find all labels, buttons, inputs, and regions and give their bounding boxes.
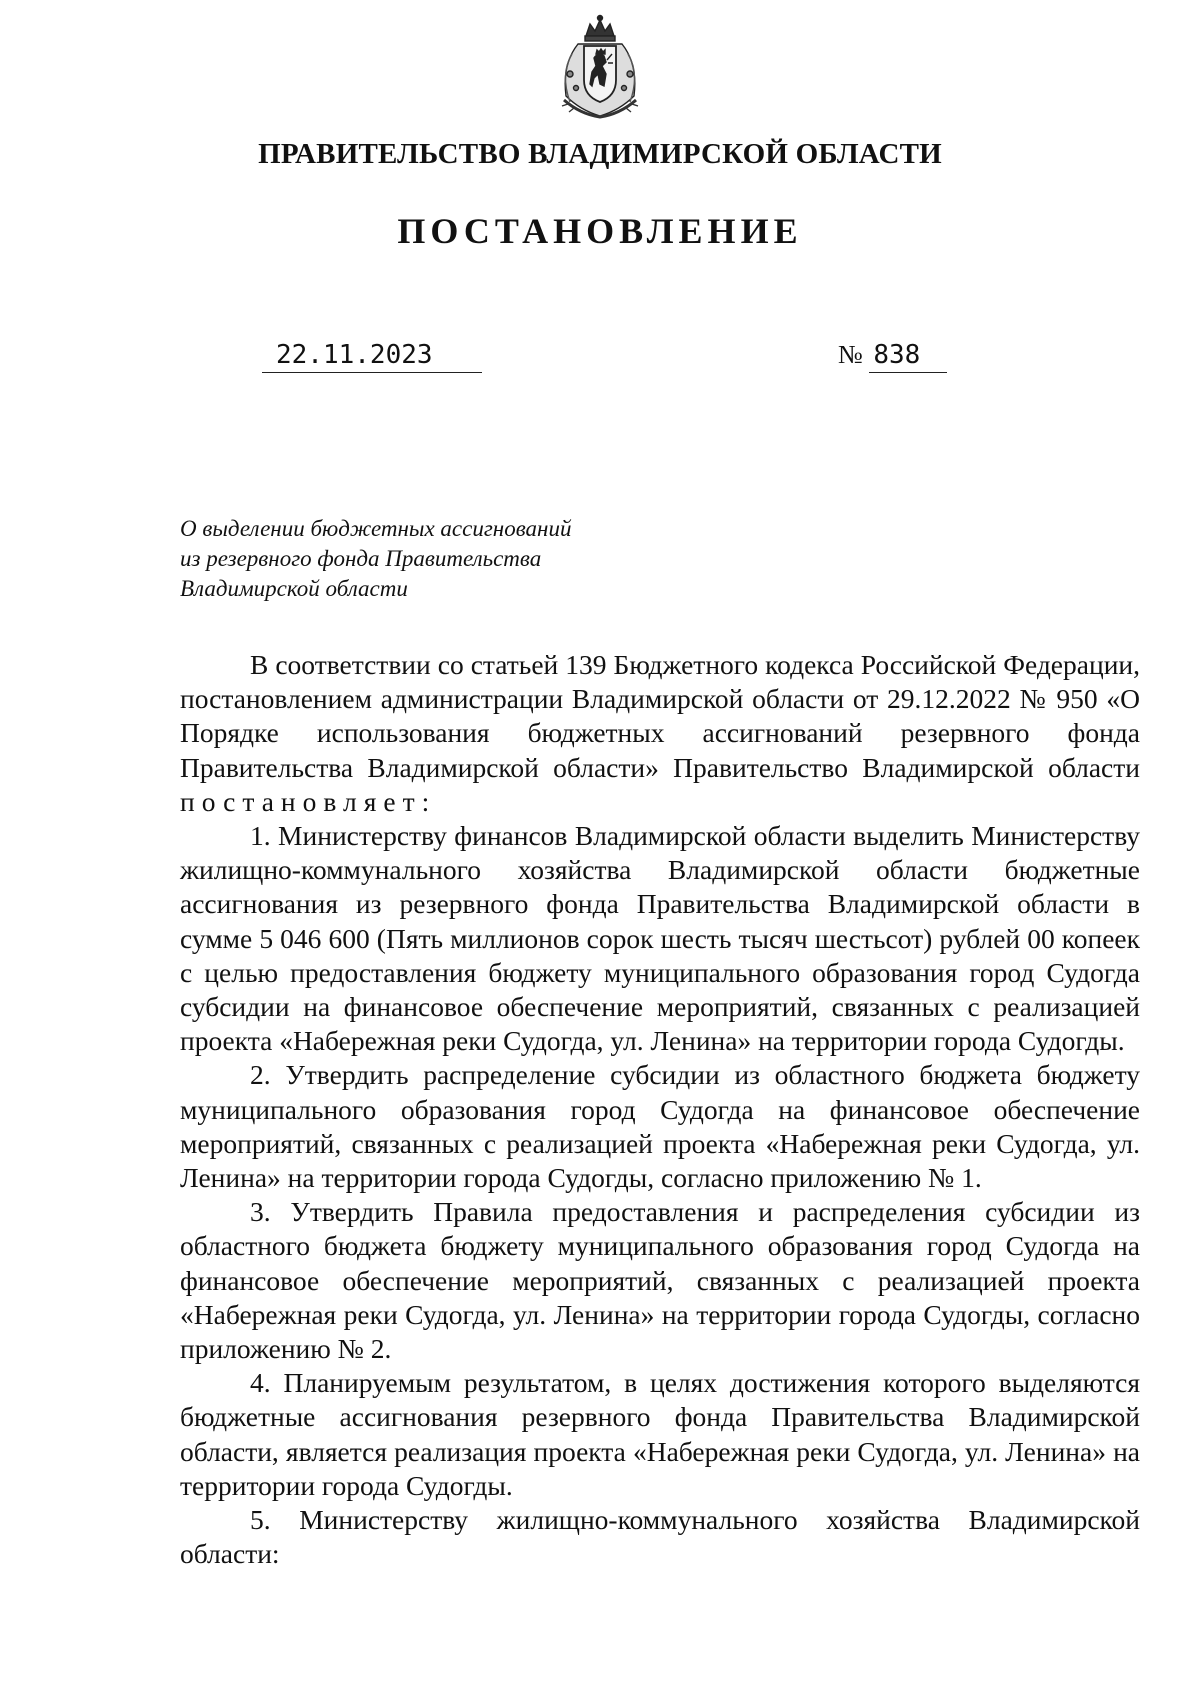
item-paragraph-1: 1. Министерству финансов Владимирской области выделить Министерству жилищно-коммунального хозяйства Владимирской области бюджетные ассигнования из резервного фонда Правительства Владимирской области в сумме 5 046 600 (Пять миллионов сорок шесть тысяч шестьсот) рублей 00 копеек с целью предоставления бюджету муниципального образования город Судогда субсидии на финансовое обеспечение мероприятий, связанных с реализацией проекта «Набережная реки Судогда, ул. Ленина» на территории города Судогды. <box>180 820 1140 1057</box>
document-type-title: ПОСТАНОВЛЕНИЕ <box>397 211 803 251</box>
subject-line: Владимирской области <box>180 576 408 601</box>
document-body <box>180 648 1140 1571</box>
organization-title: ПРАВИТЕЛЬСТВО ВЛАДИМИРСКОЙ ОБЛАСТИ <box>258 138 942 170</box>
item-paragraph-4: 4. Планируемым результатом, в целях достижения которого выделяются бюджетные ассигнования резервного фонда Правительства Владимирской области, является реализация проекта «Набережная реки Судогда, ул. Ленина» на территории города Судогды. <box>180 1367 1140 1501</box>
decree-word: постановляет: <box>180 785 437 817</box>
document-date: 22.11.2023 <box>262 340 482 373</box>
item-paragraph-5: 5. Министерству жилищно-коммунального хозяйства Владимирской области: <box>180 1504 1140 1570</box>
item-paragraph-2: 2. Утвердить распределение субсидии из областного бюджета бюджету муниципального образования город Судогда на финансовое обеспечение мероприятий, связанных с реализацией проекта «Набережная реки Судогда, ул. Ленина» на территории города Судогды, согласно приложению № 1. <box>180 1059 1140 1194</box>
coat-of-arms-icon <box>550 14 650 120</box>
preamble-text: В соответствии со статьей 139 Бюджетного кодекса Российской Федерации, постановлением администрации Владимирской области от 29.12.2022 № 950 «О Порядке использования бюджетных ассигнований резервного фонда Правительства Владимирской области» Правительство Владимирской области <box>180 649 1140 783</box>
item-paragraph-3: 3. Утвердить Правила предоставления и распределения субсидии из областного бюджета бюджету муниципального образования город Судогда на финансовое обеспечение мероприятий, связанных с реализацией проекта «Набережная реки Судогда, ул. Ленина» на территории города Судогды, согласно приложению № 2. <box>180 1196 1140 1365</box>
document-number <box>838 340 947 373</box>
document-subject <box>180 514 700 604</box>
subject-line: из резервного фонда Правительства <box>180 546 542 571</box>
number-value: 838 <box>869 340 947 373</box>
number-sign: № <box>838 340 863 369</box>
preamble-paragraph <box>180 648 1140 819</box>
subject-line: О выделении бюджетных ассигнований <box>180 516 572 541</box>
